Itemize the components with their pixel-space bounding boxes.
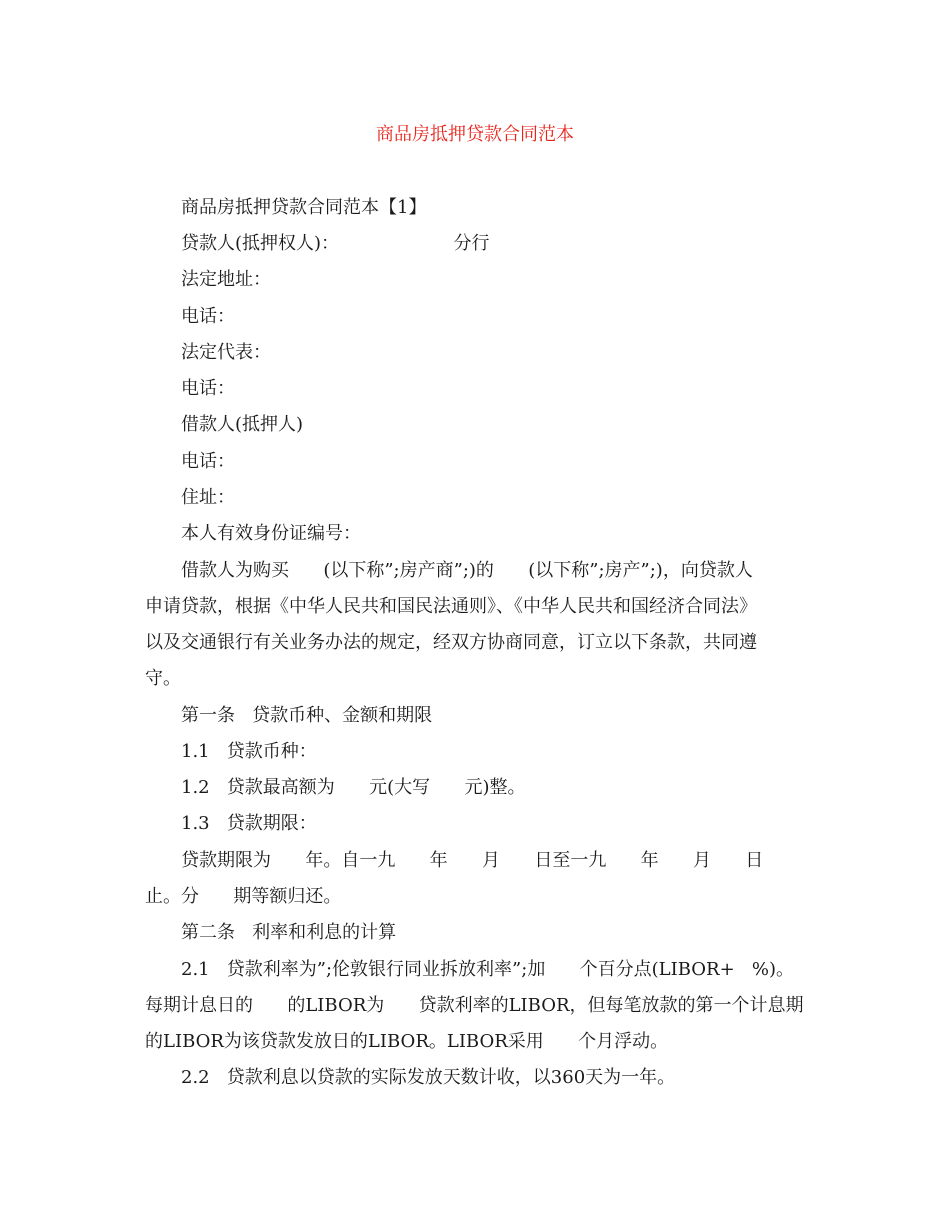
clause-line: 2.2 贷款利息以贷款的实际发放天数计收，以360天为一年。 bbox=[181, 1067, 676, 1088]
legal-address-line: 法定地址： bbox=[181, 269, 271, 290]
clause-line: 2.1 贷款利率为”;伦敦银行同业拆放利率”;加 个百分点(LIBOR+ %)。 bbox=[181, 959, 794, 980]
phone-line: 电话： bbox=[181, 306, 235, 327]
paragraph-line: 的LIBOR为该贷款发放日的LIBOR。LIBOR采用 个月浮动。 bbox=[145, 1031, 669, 1052]
paragraph-line: 申请贷款，根据《中华人民共和国民法通则》、《中华人民共和国经济合同法》 bbox=[145, 596, 757, 617]
paragraph-line: 以及交通银行有关业务办法的规定，经双方协商同意，订立以下条款，共同遵 bbox=[145, 632, 757, 653]
clause-line: 1.1 贷款币种： bbox=[181, 741, 317, 762]
phone-line: 电话： bbox=[181, 378, 235, 399]
paragraph-line: 借款人为购买 (以下称”;房产商”;)的 (以下称”;房产”;)，向贷款人 bbox=[181, 560, 753, 581]
clause-line: 1.2 贷款最高额为 元(大写 元)整。 bbox=[181, 777, 526, 798]
legal-representative-line: 法定代表： bbox=[181, 342, 271, 363]
paragraph-line: 守。 bbox=[145, 668, 181, 689]
article-heading: 第一条 贷款币种、金额和期限 bbox=[181, 705, 433, 726]
address-line: 住址： bbox=[181, 487, 235, 508]
document-title: 商品房抵押贷款合同范本 bbox=[376, 124, 574, 145]
clause-line: 1.3 贷款期限： bbox=[181, 813, 317, 834]
paragraph-line: 贷款期限为 年。自一九 年 月 日至一九 年 月 日 bbox=[181, 850, 764, 871]
phone-line: 电话： bbox=[181, 451, 235, 472]
borrower-line: 借款人(抵押人) bbox=[181, 414, 304, 435]
article-heading: 第二条 利率和利息的计算 bbox=[181, 922, 397, 943]
id-number-line: 本人有效身份证编号： bbox=[181, 523, 361, 544]
lender-line: 贷款人(抵押权人)： 分行 bbox=[181, 233, 490, 254]
section-heading: 商品房抵押贷款合同范本【1】 bbox=[181, 197, 427, 218]
paragraph-line: 止。分 期等额归还。 bbox=[145, 886, 342, 907]
paragraph-line: 每期计息日的 的LIBOR为 贷款利率的LIBOR，但每笔放款的第一个计息期 bbox=[145, 995, 804, 1016]
